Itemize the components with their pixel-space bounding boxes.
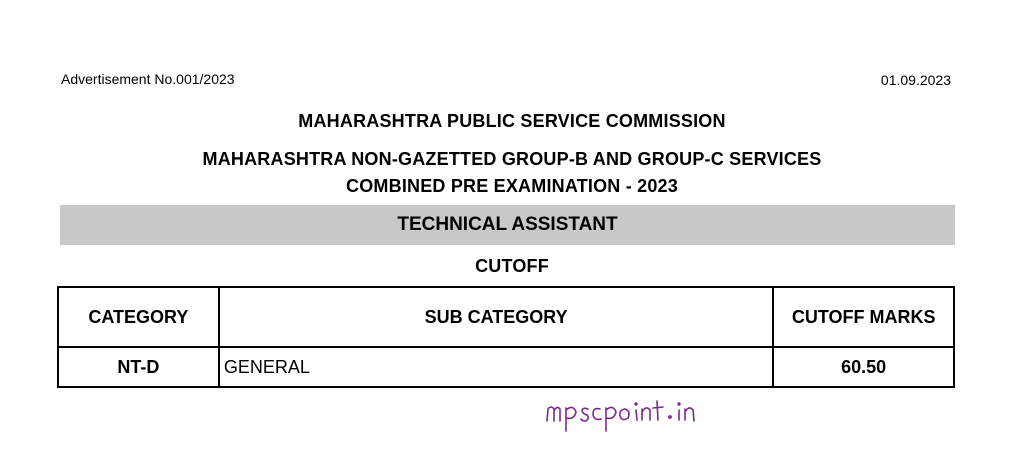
table-header-row	[58, 287, 954, 347]
column-header-sub-category: SUB CATEGORY	[219, 287, 774, 347]
exam-title: COMBINED PRE EXAMINATION - 2023	[346, 176, 678, 196]
handwritten-watermark	[543, 395, 713, 435]
table-row	[58, 347, 954, 387]
services-title: MAHARASHTRA NON-GAZETTED GROUP-B AND GROUP-C SERVICES	[202, 149, 822, 169]
advertisement-number: Advertisement No.001/2023	[61, 71, 235, 87]
commission-title: MAHARASHTRA PUBLIC SERVICE COMMISSION	[298, 111, 726, 131]
cutoff-table	[57, 286, 955, 388]
cutoff-heading: CUTOFF	[475, 256, 549, 276]
cell-category: NT-D	[58, 347, 219, 387]
cell-sub-category: GENERAL	[219, 347, 774, 387]
notice-date: 01.09.2023	[880, 72, 951, 88]
post-title: TECHNICAL ASSISTANT	[397, 214, 618, 235]
column-header-category: CATEGORY	[58, 287, 219, 347]
column-header-cutoff-marks: CUTOFF MARKS	[773, 287, 954, 347]
post-title-band	[60, 205, 955, 245]
cell-cutoff-marks: 60.50	[773, 347, 954, 387]
